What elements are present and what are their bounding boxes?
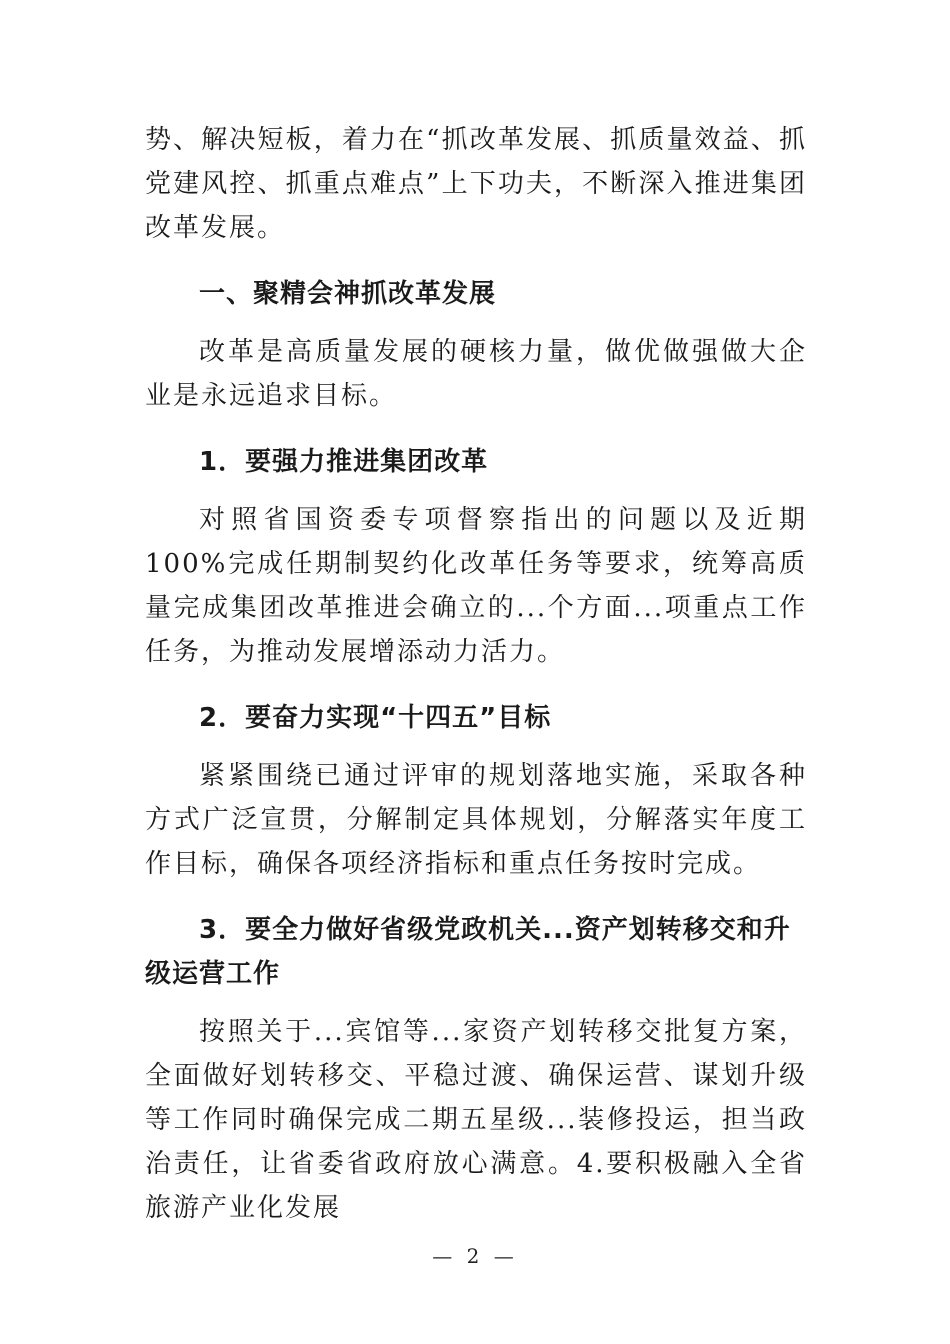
- paragraph-continuation: 势、解决短板，着力在“抓改革发展、抓质量效益、抓党建风控、抓重点难点”上下功夫，不断深入推进集团改革发展。: [145, 125, 807, 243]
- section-heading-1: 一、聚精会神抓改革发展: [199, 279, 497, 309]
- paragraph-reform-intro: 改革是高质量发展的硬核力量，做优做强做大企业是永远追求目标。: [145, 337, 807, 411]
- paragraph-asset-transfer: 按照关于...宾馆等...家资产划转移交批复方案，全面做好划转移交、平稳过渡、确保运营、谋划升级等工作同时确保完成二期五星级...装修投运，担当政治责任，让省委省政府放心满意。4.要积极融入全省旅游产业化发展: [145, 1017, 807, 1223]
- subheading-2: 2．要奋力实现“十四五”目标: [199, 703, 552, 733]
- paragraph-plan-targets: 紧紧围绕已通过评审的规划落地实施，采取各种方式广泛宣贯，分解制定具体规划，分解落实年度工作目标，确保各项经济指标和重点任务按时完成。: [145, 761, 807, 879]
- document-body: [145, 118, 807, 1230]
- subheading-1: 1．要强力推进集团改革: [199, 447, 489, 477]
- paragraph-reform-tasks: 对照省国资委专项督察指出的问题以及近期100%完成任期制契约化改革任务等要求，统筹高质量完成集团改革推进会确立的...个方面...项重点工作任务，为推动发展增添动力活力。: [145, 505, 807, 667]
- subheading-3: 3．要全力做好省级党政机关...资产划转移交和升级运营工作: [145, 915, 791, 989]
- page-number: — 2 —: [432, 1244, 518, 1268]
